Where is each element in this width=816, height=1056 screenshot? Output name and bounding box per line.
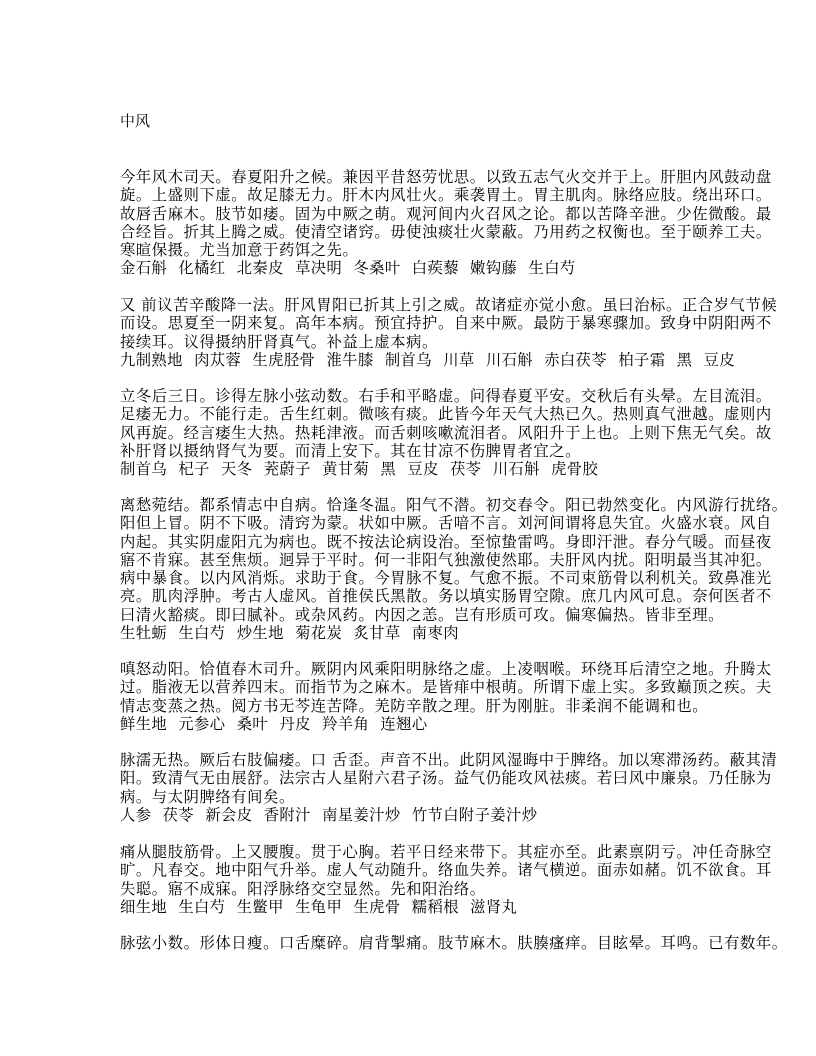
case-text-line: 寤不肯寐。甚至焦烦。迥异于平时。何一非阳气独激使然耶。夫肝风内扰。阳明最当其冲犯。 xyxy=(120,550,772,569)
prescription xyxy=(120,898,720,916)
case-text-line: 痛从腿肢筋骨。上又腰腹。贯于心胸。若平日经来带下。其症亦至。此素禀阴亏。冲任奇脉空 xyxy=(120,843,772,861)
herb: 黑 xyxy=(676,350,693,369)
herb: 化橘红 xyxy=(178,259,226,278)
herb: 嫩钩藤 xyxy=(470,259,518,278)
case-text-line: 足痿无力。不能行走。舌生红刺。微咳有痰。此皆今年天气大热已久。热则真气泄越。虚则内 xyxy=(120,405,772,424)
case-7 xyxy=(120,843,772,916)
herb: 细生地 xyxy=(120,897,168,916)
herb: 冬桑叶 xyxy=(353,259,401,278)
prescription xyxy=(120,715,720,733)
case-text-line: 旋。上盛则下虚。故足膝无力。肝木内风壮火。乘袭胃土。胃主肌肉。脉络应肢。绕出环口。 xyxy=(120,186,772,205)
herb: 元参心 xyxy=(178,714,226,733)
case-text-line: 合经旨。折其上腾之威。使清空诸窍。毋使浊痰壮火蒙蔽。乃用药之权衡也。至于颐养工夫。 xyxy=(120,222,772,241)
case-text-line: 补肝肾以摄纳肾气为要。而清上安下。其在甘凉不伤脾胃者宜之。 xyxy=(120,441,582,460)
herb: 新会皮 xyxy=(205,805,253,824)
herb: 川石斛 xyxy=(492,460,540,479)
herb: 杞子 xyxy=(178,460,210,479)
case-text-line: 接续耳。议得摄纳肝肾真气。补益上虚本病。 xyxy=(120,332,438,351)
case-text-line: 又 前议苦辛酸降一法。肝风胃阳已折其上引之威。故诸症亦觉小愈。虽曰治标。正合岁气节候 xyxy=(120,296,778,314)
herb: 生龟甲 xyxy=(295,897,343,916)
case-3 xyxy=(120,387,772,479)
herb: 北秦皮 xyxy=(236,259,284,278)
case-text-line: 阳但上冒。阴不下吸。清窍为蒙。状如中厥。舌喑不言。刘河间谓将息失宜。火盛水衰。风自 xyxy=(120,514,772,533)
herb: 炙甘草 xyxy=(353,624,401,643)
herb: 南星姜汁炒 xyxy=(322,805,401,824)
prescription xyxy=(120,624,720,642)
herb: 天冬 xyxy=(221,460,253,479)
herb: 生白芍 xyxy=(178,897,226,916)
case-text-line: 而设。思夏至一阴来复。高年本病。预宜持护。自来中厥。最防于暴寒骤加。致身中阴阳两不 xyxy=(120,314,772,333)
case-text-line: 今年风木司天。春夏阳升之候。兼因平昔怒劳忧思。以致五志气火交并于上。肝胆内风鼓动盘 xyxy=(120,168,772,186)
herb: 羚羊角 xyxy=(322,714,370,733)
case-text-line: 过。脂液无以营养四末。而指节为之麻木。是皆痱中根萌。所谓下虚上实。多致巅顶之疾。夫 xyxy=(120,678,772,697)
herb: 竹节白附子姜汁炒 xyxy=(411,805,538,824)
herb: 黄甘菊 xyxy=(322,460,370,479)
prescription xyxy=(120,806,720,824)
herb: 丹皮 xyxy=(279,714,311,733)
herb: 炒生地 xyxy=(236,624,284,643)
herb: 肉苁蓉 xyxy=(194,350,242,369)
case-2 xyxy=(120,296,778,369)
herb: 虎骨胶 xyxy=(551,460,599,479)
case-text-line: 离愁菀结。都系情志中自病。恰逢冬温。阳气不潜。初交春令。阳已勃然变化。内风游行扰络。 xyxy=(120,496,788,514)
herb: 金石斛 xyxy=(120,259,168,278)
case-text-line: 脉濡无热。厥后右肢偏痿。口 舌歪。声音不出。此阴风湿晦中于脾络。加以寒滞汤药。蔽其清 xyxy=(120,751,778,769)
herb: 豆皮 xyxy=(407,460,439,479)
herb: 滋肾丸 xyxy=(470,897,518,916)
herb: 茺蔚子 xyxy=(263,460,311,479)
herb: 九制熟地 xyxy=(120,350,183,369)
case-text-line: 嗔怒动阳。恰值春木司升。厥阴内风乘阳明脉络之虚。上凌咽喉。环绕耳后清空之地。升腾太 xyxy=(120,660,772,678)
herb: 生白芍 xyxy=(528,259,576,278)
herb: 生白芍 xyxy=(178,624,226,643)
herb: 生虎胫骨 xyxy=(252,350,316,369)
herb: 豆皮 xyxy=(703,350,736,369)
herb: 淮牛膝 xyxy=(326,350,374,369)
case-1 xyxy=(120,168,772,278)
case-text-line: 病中暴食。以内风消烁。求助于食。今胃脉不复。气愈不振。不司束筋骨以利机关。致鼻准光 xyxy=(120,569,772,588)
case-text-line: 立冬后三日。诊得左脉小弦动数。右手和平略虚。问得春夏平安。交秋后有头晕。左目流泪。 xyxy=(120,387,772,405)
herb: 香附汁 xyxy=(263,805,311,824)
case-text-line: 故唇舌麻木。肢节如痿。固为中厥之萌。观河间内火召风之论。都以苦降辛泄。少佐微酸。最 xyxy=(120,204,772,223)
case-text-line: 脉弦小数。形体日瘦。口舌糜碎。肩背掣痛。肢节麻木。肤腠瘙痒。目眩晕。耳鸣。已有数年。 xyxy=(120,934,788,952)
case-text-line: 失聪。寤不成寐。阳浮脉络交空显然。先和阳治络。 xyxy=(120,879,486,898)
case-text-line: 亮。肌肉浮肿。考古人虚风。首推侯氏黑散。务以填实肠胃空隙。庶几内风可息。奈何医者不 xyxy=(120,587,772,606)
herb: 糯稻根 xyxy=(411,897,459,916)
herb: 生虎骨 xyxy=(353,897,401,916)
herb: 生牡蛎 xyxy=(120,624,168,643)
herb: 生鳖甲 xyxy=(236,897,284,916)
herb: 南枣肉 xyxy=(411,624,459,643)
herb: 白蒺藜 xyxy=(411,259,459,278)
case-8 xyxy=(120,934,788,952)
herb: 赤白茯苓 xyxy=(544,350,608,369)
herb: 柏子霜 xyxy=(618,350,666,369)
prescription xyxy=(120,460,720,478)
prescription xyxy=(120,350,736,369)
prescription xyxy=(120,259,720,277)
herb: 草决明 xyxy=(295,259,343,278)
case-text-line: 风再旋。经言痿生大热。热耗津液。而舌刺咳嗽流泪者。风阳升于上也。上则下焦无气矣。故 xyxy=(120,423,772,442)
herb: 桑叶 xyxy=(236,714,269,733)
herb: 茯苓 xyxy=(162,805,195,824)
case-text-line: 旷。凡春交。地中阳气升举。虚人气动随升。络血失养。诸气横逆。面赤如赭。饥不欲食。耳 xyxy=(120,861,772,880)
case-text-line: 阳。致清气无由展舒。法宗古人星附六君子汤。益气仍能攻风祛痰。若曰风中廉泉。乃任脉为 xyxy=(120,769,772,788)
case-text-line: 病。与太阴脾络有间矣。 xyxy=(120,787,295,806)
herb: 黑 xyxy=(380,460,397,479)
herb: 制首乌 xyxy=(120,460,168,479)
herb: 制首乌 xyxy=(384,350,432,369)
case-4 xyxy=(120,496,788,643)
herb: 川石斛 xyxy=(485,350,533,369)
case-text-line: 内起。其实阴虚阳亢为病也。既不按法论病设治。至惊蛰雷鸣。身即汗泄。春分气暖。而昼夜 xyxy=(120,532,772,551)
herb: 人参 xyxy=(120,805,152,824)
case-6 xyxy=(120,751,778,824)
document-title: 中风 xyxy=(120,112,151,130)
case-text-line: 寒暄保摄。尤当加意于药饵之先。 xyxy=(120,241,359,260)
herb: 连翘心 xyxy=(380,714,428,733)
herb: 菊花炭 xyxy=(295,624,343,643)
herb: 川草 xyxy=(443,350,475,369)
herb: 鲜生地 xyxy=(120,714,168,733)
case-text-line: 曰清火豁痰。即曰腻补。或杂风药。内因之恙。岂有形质可攻。偏寒偏热。皆非至理。 xyxy=(120,605,725,624)
case-text-line: 情志变蒸之热。阅方书无芩连苦降。羌防辛散之理。肝为刚脏。非柔润不能调和也。 xyxy=(120,696,709,715)
case-5 xyxy=(120,660,772,733)
herb: 茯苓 xyxy=(450,460,482,479)
